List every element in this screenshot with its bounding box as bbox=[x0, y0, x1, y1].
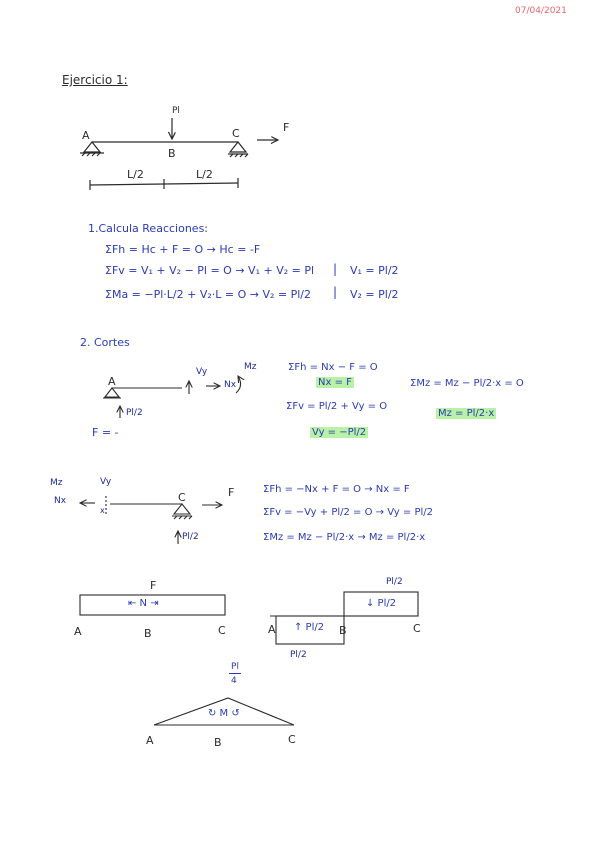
shear-label-b: B bbox=[339, 624, 347, 637]
dim-left: L/2 bbox=[127, 168, 144, 181]
pin-support-a bbox=[84, 142, 100, 152]
moment-fraction-bar bbox=[229, 673, 241, 674]
cut2-sketch bbox=[80, 496, 222, 544]
cut2-eq-h: ΣFh = −Nx + F = O → Nx = F bbox=[263, 484, 410, 495]
axial-top-label: F bbox=[150, 579, 157, 592]
cut2-label-c: C bbox=[178, 491, 186, 504]
label-a: A bbox=[82, 129, 90, 142]
axial-label-b: B bbox=[144, 627, 152, 640]
shear-left-box-label: ↑ Pl/2 bbox=[294, 622, 325, 633]
cut2-label-x: x bbox=[100, 506, 105, 515]
label-b: B bbox=[168, 147, 176, 160]
moment-label-a: A bbox=[146, 734, 154, 747]
section1-eq2: ΣFv = V₁ + V₂ − Pl = O → V₁ + V₂ = Pl bbox=[105, 264, 315, 277]
cut1-label-nx: Nx bbox=[224, 380, 237, 390]
cut1-label-vy: Vy bbox=[196, 367, 208, 377]
exercise-title: Ejercicio 1: bbox=[62, 73, 128, 87]
cut2-label-force: F bbox=[228, 486, 235, 499]
moment-label-b: B bbox=[214, 736, 222, 749]
cut2-eq-m: ΣMz = Mz − Pl/2·x → Mz = Pl/2·x bbox=[263, 532, 426, 543]
section1-result2: V₂ = Pl/2 bbox=[350, 288, 399, 301]
cut1-eq-m: ΣMz = Mz − Pl/2·x = O bbox=[410, 378, 524, 389]
axial-inner-label: ⇤ N ⇥ bbox=[128, 598, 159, 609]
section1-heading: 1.Calcula Reacciones: bbox=[88, 222, 209, 235]
cut2-label-nx: Nx bbox=[54, 496, 67, 506]
cut1-f-note: F = - bbox=[92, 426, 119, 439]
cut1-sketch bbox=[103, 376, 241, 418]
cut1-label-mz: Mz bbox=[244, 362, 257, 372]
shear-label-c: C bbox=[413, 622, 421, 635]
cut1-result-v: Vy = −Pl/2 bbox=[312, 427, 367, 438]
shear-bottom-label: Pl/2 bbox=[290, 650, 307, 660]
shear-top-label: Pl/2 bbox=[386, 577, 403, 587]
brace: | bbox=[333, 285, 338, 299]
date-stamp: 07/04/2021 bbox=[515, 6, 567, 16]
brace: | bbox=[333, 262, 338, 276]
cut1-label-reaction: Pl/2 bbox=[126, 408, 143, 418]
section1-result1: V₁ = Pl/2 bbox=[350, 264, 399, 277]
cut1-result-m: Mz = Pl/2·x bbox=[438, 408, 495, 419]
label-force: F bbox=[283, 121, 290, 134]
shear-right-box-label: ↓ Pl/2 bbox=[366, 598, 397, 609]
cut2-label-vy: Vy bbox=[100, 477, 112, 487]
cut1-result-h: Nx = F bbox=[318, 377, 352, 388]
moment-inner-label: ↻ M ↺ bbox=[208, 708, 240, 719]
axial-label-c: C bbox=[218, 624, 226, 637]
cut1-eq-h: ΣFh = Nx − F = O bbox=[288, 362, 378, 373]
section1-eq3: ΣMa = −Pl·L/2 + V₂·L = O → V₂ = Pl/2 bbox=[105, 288, 312, 301]
dim-right: L/2 bbox=[196, 168, 213, 181]
moment-peak-den: 4 bbox=[231, 676, 237, 686]
main-beam bbox=[80, 118, 278, 190]
moment-peak-num: Pl bbox=[231, 662, 239, 672]
roller-support-c bbox=[230, 142, 246, 152]
axial-label-a: A bbox=[74, 625, 82, 638]
section2-heading: 2. Cortes bbox=[80, 336, 130, 349]
label-load: Pl bbox=[172, 106, 180, 116]
cut2-eq-v: ΣFv = −Vy + Pl/2 = O → Vy = Pl/2 bbox=[263, 507, 433, 518]
section1-eq1: ΣFh = Hc + F = O → Hc = -F bbox=[105, 243, 261, 256]
moment-label-c: C bbox=[288, 733, 296, 746]
cut1-label-a: A bbox=[108, 375, 116, 388]
cut2-label-mz: Mz bbox=[50, 478, 63, 488]
cut1-eq-v: ΣFv = Pl/2 + Vy = O bbox=[286, 401, 388, 412]
cut2-label-reaction: Pl/2 bbox=[182, 532, 199, 542]
shear-label-a: A bbox=[268, 623, 276, 636]
label-c: C bbox=[232, 127, 240, 140]
